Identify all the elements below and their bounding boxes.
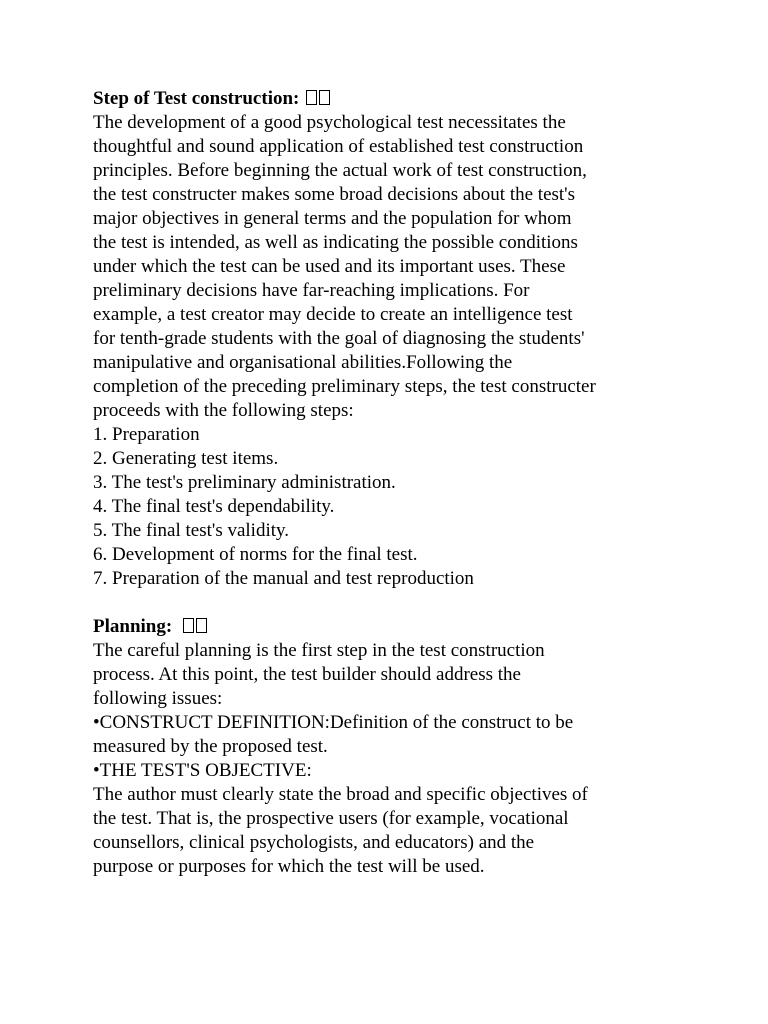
list-item: 7. Preparation of the manual and test reproduction	[93, 568, 474, 589]
list-item: 1. Preparation	[93, 424, 200, 445]
heading-text: Planning:	[93, 616, 173, 637]
list-item: 5. The final test's validity.	[93, 520, 290, 541]
paragraph-line: the test is intended, as well as indicating the possible conditions	[93, 232, 578, 253]
paragraph-spacer	[93, 591, 733, 615]
paragraph-line: The author must clearly state the broad and specific objectives of	[93, 784, 588, 805]
paragraph-line: preliminary decisions have far-reaching implications. For	[93, 280, 530, 301]
paragraph-line: completion of the preceding preliminary steps, the test constructer	[93, 376, 596, 397]
paragraph-line: under which the test can be used and its important uses. These	[93, 256, 566, 277]
paragraph-line: counsellors, clinical psychologists, and educators) and the	[93, 832, 535, 853]
intro-paragraph	[93, 111, 733, 423]
bullet-item: •THE TEST'S OBJECTIVE:	[93, 760, 312, 781]
paragraph-line: the test. That is, the prospective users (for example, vocational	[93, 808, 569, 829]
missing-glyph-icon	[183, 618, 194, 633]
paragraph-line: measured by the proposed test.	[93, 736, 328, 757]
paragraph-line: for tenth-grade students with the goal of diagnosing the students'	[93, 328, 585, 349]
bullet-item: •CONSTRUCT DEFINITION:Definition of the construct to be	[93, 712, 574, 733]
paragraph-line: The careful planning is the first step in the test construction	[93, 640, 545, 661]
missing-glyph-icon	[306, 90, 317, 105]
section-heading-test-construction	[93, 87, 733, 111]
list-item: 4. The final test's dependability.	[93, 496, 335, 517]
list-item: 6. Development of norms for the final test.	[93, 544, 418, 565]
list-item: 3. The test's preliminary administration.	[93, 472, 396, 493]
paragraph-line: purpose or purposes for which the test will be used.	[93, 856, 485, 877]
heading-text: Step of Test construction:	[93, 88, 300, 109]
paragraph-line: principles. Before beginning the actual work of test construction,	[93, 160, 587, 181]
missing-glyph-icon	[319, 90, 330, 105]
document-page	[93, 87, 733, 879]
paragraph-line: proceeds with the following steps:	[93, 400, 354, 421]
paragraph-line: major objectives in general terms and the population for whom	[93, 208, 572, 229]
paragraph-line: the test constructer makes some broad decisions about the test's	[93, 184, 575, 205]
paragraph-line: following issues:	[93, 688, 223, 709]
planning-paragraph	[93, 639, 733, 879]
paragraph-line: The development of a good psychological test necessitates the	[93, 112, 566, 133]
steps-list	[93, 423, 733, 591]
paragraph-line: thoughtful and sound application of established test construction	[93, 136, 584, 157]
paragraph-line: manipulative and organisational abilities.Following the	[93, 352, 513, 373]
section-heading-planning	[93, 615, 733, 639]
paragraph-line: example, a test creator may decide to create an intelligence test	[93, 304, 573, 325]
list-item: 2. Generating test items.	[93, 448, 279, 469]
paragraph-line: process. At this point, the test builder should address the	[93, 664, 521, 685]
missing-glyph-icon	[196, 618, 207, 633]
